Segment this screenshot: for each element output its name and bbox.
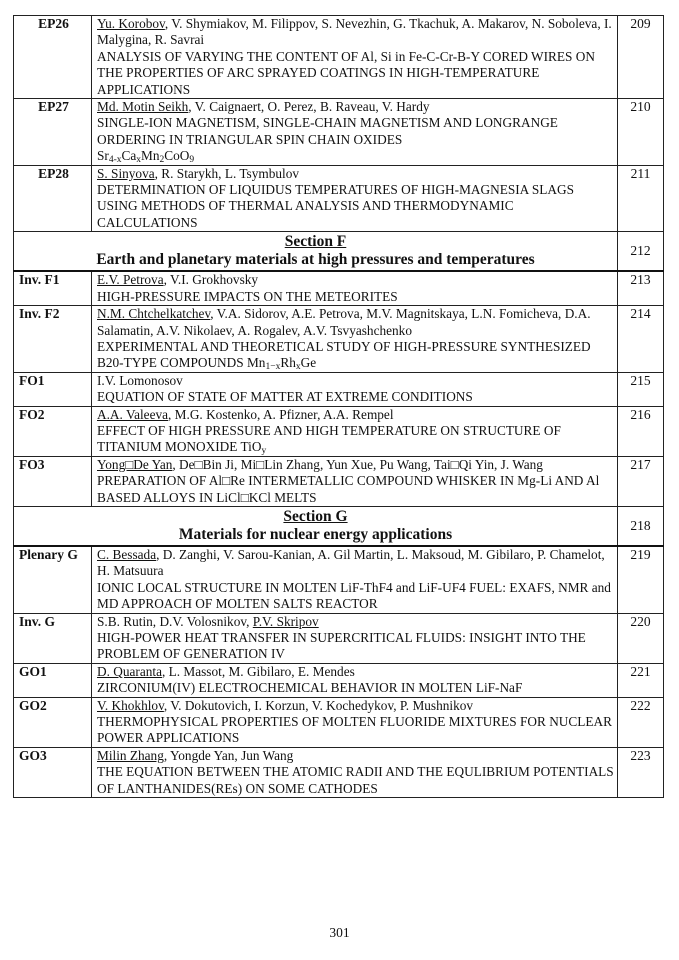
- entry-code: FO2: [14, 406, 92, 456]
- table-row: [14, 456, 664, 506]
- presenter-name: P.V. Skripov: [252, 613, 319, 629]
- page-number: 301: [329, 925, 350, 940]
- chemical-formula: $Sr_{4-x}Ca_xMn_2CoO_9$: [97, 148, 195, 166]
- paper-title: DETERMINATION OF LIQUIDUS TEMPERATURES OF HIGH-MAGNESIA SLAGS USING METHODS OF THERMAL ANALYSIS AND THERMODYNAMIC CALCULATIONS: [97, 182, 574, 230]
- entry-code: Inv. F2: [14, 306, 92, 373]
- entry-content: [92, 306, 618, 373]
- paper-title: ZIRCONIUM(IV) ELECTROCHEMICAL BEHAVIOR IN MOLTEN LiF-NaF: [97, 680, 523, 696]
- page-ref: 217: [618, 456, 664, 506]
- section-header-row: [14, 232, 664, 272]
- paper-title: ANALYSIS OF VARYING THE CONTENT OF Al, Si in Fe-C-Cr-B-Y CORED WIRES ON THE PROPERTIES OF ARC SPRAYED COATINGS IN HIGH-TEMPERATURE APPLICATIONS: [97, 48, 595, 97]
- paper-title: EXPERIMENTAL AND THEORETICAL STUDY OF HIGH-PRESSURE SYNTHESIZED B20-TYPE COMPOUNDS $Mn_{1-x}Rh_xGe$: [97, 338, 591, 373]
- presenter-name: C. Bessada: [97, 546, 157, 562]
- page-ref: 220: [618, 613, 664, 663]
- entry-content: [92, 456, 618, 506]
- section-label: Section F: [284, 233, 347, 251]
- presenter-name: Yu. Korobov: [97, 16, 165, 31]
- presenter-name: D. Quaranta: [97, 663, 162, 679]
- presenter-name: S. Sinyova: [97, 165, 155, 181]
- entry-code: EP28: [14, 165, 92, 232]
- paper-title: PREPARATION OF Al□Re INTERMETALLIC COMPOUND WHISKER IN Mg-Li AND Al BASED ALLOYS IN LiCl□KCl MELTS: [97, 473, 600, 505]
- coauthors: , Yongde Yan, Jun Wang: [163, 747, 294, 763]
- page-ref: 213: [618, 271, 664, 305]
- paper-title: HIGH-POWER HEAT TRANSFER IN SUPERCRITICAL FLUIDS: INSIGHT INTO THE PROBLEM OF GENERATION IV: [97, 630, 586, 662]
- presenter-name: Md. Motin Seikh: [97, 99, 189, 115]
- paper-title: IONIC LOCAL STRUCTURE IN MOLTEN LiF-ThF4 and LiF-UF4 FUEL: EXAFS, NMR and MD APPROACH OF MOLTEN SALTS REACTOR: [97, 579, 611, 612]
- entry-content: [92, 99, 618, 166]
- entry-code: GO3: [14, 747, 92, 797]
- page-ref: 212: [618, 232, 664, 272]
- entry-code: Inv. G: [14, 613, 92, 663]
- coauthors: , L. Massot, M. Gibilaro, E. Mendes: [161, 663, 355, 679]
- coauthors: , V. Dokutovich, I. Korzun, V. Kochedykov, P. Mushnikov: [163, 697, 474, 713]
- presenter-name: E.V. Petrova: [97, 272, 164, 288]
- page-ref: 214: [618, 306, 664, 373]
- section-title: Earth and planetary materials at high pressures and temperatures: [96, 251, 535, 269]
- entry-content: [92, 546, 618, 613]
- page-ref: 209: [618, 16, 664, 99]
- entry-content: [92, 16, 618, 99]
- presenter-name: Yong□De Yan: [97, 456, 173, 472]
- entry-code: EP27: [14, 99, 92, 166]
- page-ref: 210: [618, 99, 664, 166]
- page-ref: 215: [618, 372, 664, 406]
- presenter-name: N.M. Chtchelkatchev: [97, 306, 211, 322]
- paper-title: HIGH-PRESSURE IMPACTS ON THE METEORITES: [97, 288, 398, 304]
- table-row: [14, 546, 664, 613]
- coauthors: , D. Zanghi, V. Sarou-Kanian, A. Gil Martin, L. Maksoud, M. Gibilaro, P. Chamelot, H. Matsuura: [97, 546, 605, 579]
- table-row: [14, 613, 664, 663]
- entry-content: [92, 165, 618, 232]
- paper-title: THE EQUATION BETWEEN THE ATOMIC RADII AND THE EQULIBRIUM POTENTIALS OF LANTHANIDES(REs) ON SOME CATHODES: [97, 764, 614, 796]
- entry-code: GO2: [14, 697, 92, 747]
- coauthors: , V. Caignaert, O. Perez, B. Raveau, V. Hardy: [188, 99, 430, 115]
- page-ref: 219: [618, 546, 664, 613]
- coauthors: I.V. Lomonosov: [97, 372, 183, 388]
- entry-content: [92, 613, 618, 663]
- table-row: [14, 306, 664, 373]
- entry-code: GO1: [14, 663, 92, 697]
- page-ref: 222: [618, 697, 664, 747]
- entry-content: [92, 747, 618, 797]
- entry-content: [92, 372, 618, 406]
- table-row: [14, 697, 664, 747]
- entry-code: EP26: [14, 16, 92, 99]
- coauthors: , De□Bin Ji, Mi□Lin Zhang, Yun Xue, Pu Wang, Tai□Qi Yin, J. Wang: [172, 456, 543, 472]
- page-ref: 211: [618, 165, 664, 232]
- coauthors: , V. Shymiakov, M. Filippov, S. Nevezhin, G. Tkachuk, A. Makarov, N. Soboleva, I. Malygina, R. Savrai: [97, 16, 612, 48]
- paper-title: EFFECT OF HIGH PRESSURE AND HIGH TEMPERATURE ON STRUCTURE OF TITANIUM MONOXIDE TiO$_y$: [97, 422, 561, 457]
- page-ref: 216: [618, 406, 664, 456]
- coauthors: , M.G. Kostenko, A. Pfizner, A.A. Rempel: [168, 406, 394, 422]
- section-label: Section G: [283, 507, 348, 525]
- chemical-formula: $Mn_{1-x}Rh_xGe$: [246, 355, 317, 373]
- entry-content: [92, 663, 618, 697]
- paper-title: EQUATION OF STATE OF MATTER AT EXTREME CONDITIONS: [97, 389, 473, 405]
- page-ref: 221: [618, 663, 664, 697]
- page-ref: 218: [618, 506, 664, 546]
- section-heading: [14, 506, 618, 546]
- section-header-row: [14, 506, 664, 546]
- entry-code: Plenary G: [14, 546, 92, 613]
- entry-content: [92, 271, 618, 305]
- coauthors: S.B. Rutin, D.V. Volosnikov,: [97, 613, 253, 629]
- contents-table: [13, 15, 664, 798]
- paper-title: THERMOPHYSICAL PROPERTIES OF MOLTEN FLUORIDE MIXTURES FOR NUCLEAR POWER APPLICATIONS: [97, 714, 612, 746]
- section-title: Materials for nuclear energy applications: [178, 525, 453, 543]
- table-row: [14, 271, 664, 305]
- coauthors: , V.A. Sidorov, A.E. Petrova, M.V. Magnitskaya, L.N. Fomicheva, D.A. Salamatin, A.V. Nikolaev, A. Rogalev, A.V. Tsvyashchenko: [97, 306, 591, 338]
- chemical-formula: TiO$_y$: [240, 439, 267, 457]
- presenter-name: A.A. Valeeva: [97, 406, 169, 422]
- table-row: [14, 372, 664, 406]
- presenter-name: V. Khokhlov: [97, 697, 164, 713]
- table-row: [14, 16, 664, 99]
- coauthors: , R. Starykh, L. Tsymbulov: [154, 165, 299, 181]
- entry-code: FO3: [14, 456, 92, 506]
- entry-code: Inv. F1: [14, 271, 92, 305]
- entry-content: [92, 406, 618, 456]
- entry-content: [92, 697, 618, 747]
- table-row: [14, 165, 664, 232]
- table-row: [14, 747, 664, 797]
- entry-code: FO1: [14, 372, 92, 406]
- paper-title: SINGLE-ION MAGNETISM, SINGLE-CHAIN MAGNETISM AND LONGRANGE ORDERING IN TRIANGULAR SPIN CHAIN OXIDES: [97, 115, 558, 147]
- section-heading: [14, 232, 618, 272]
- table-row: [14, 99, 664, 166]
- table-row: [14, 663, 664, 697]
- coauthors: , V.I. Grokhovsky: [163, 272, 259, 288]
- page-ref: 223: [618, 747, 664, 797]
- table-row: [14, 406, 664, 456]
- presenter-name: Milin Zhang: [97, 747, 164, 763]
